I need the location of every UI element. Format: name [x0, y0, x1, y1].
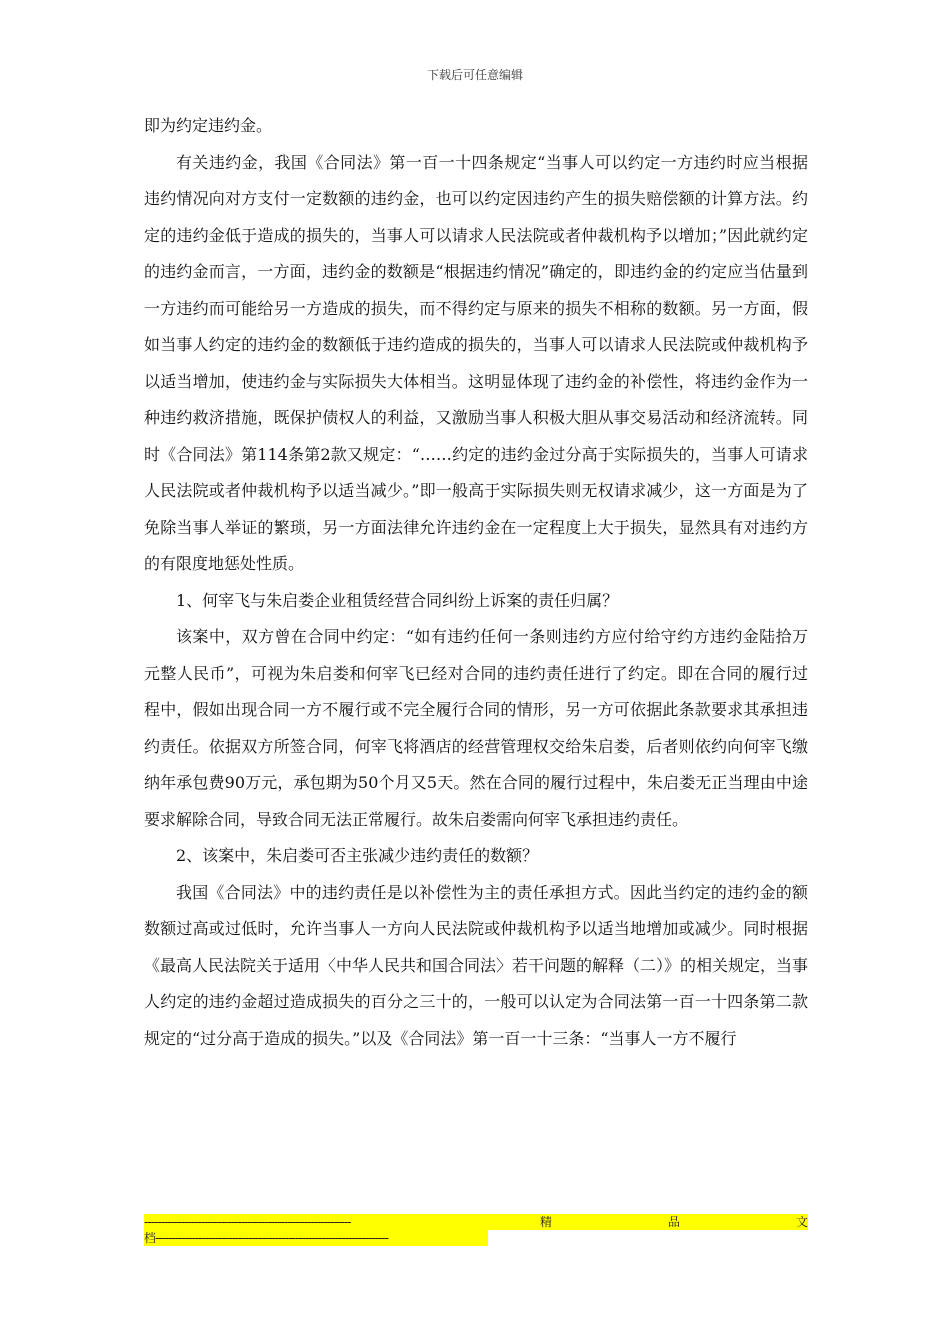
page-header: 下载后可任意编辑	[426, 68, 523, 82]
paragraph-continuation: 即为约定违约金。	[144, 116, 273, 135]
footer-dashes: --------------------------------------------------------------	[144, 1215, 351, 1229]
footer-char-2: 品	[667, 1215, 680, 1229]
footer-line-1	[144, 1214, 808, 1230]
footer-line-2: 档----------------------------------------------------------------------	[144, 1230, 488, 1246]
footer-char-1: 精	[539, 1215, 552, 1229]
paragraph-reduction: 我国《合同法》中的违约责任是以补偿性为主的责任承担方式。因此当约定的违约金的额数额过高或过低时，允许当事人一方向人民法院或仲裁机构予以适当地增加或减少。同时根据《最高人民法院关于适用〈中华人民共和国合同法〉若干问题的解释（二）》的相关规定，当事人约定的违约金超过造成损失的百分之三十的，一般可以认定为合同法第一百一十四条第二款规定的“过分高于造成的损失。”以及《合同法》第一百一十三条：“当事人一方不履行	[144, 882, 809, 1048]
page-footer	[144, 1214, 808, 1250]
document-body	[144, 108, 808, 1057]
paragraph-penalty-law: 有关违约金，我国《合同法》第一百一十四条规定“当事人可以约定一方违约时应当根据违约情况向对方支付一定数额的违约金，也可以约定因违约产生的损失赔偿额的计算方法。约定的违约金低于造成的损失的，当事人可以请求人民法院或者仲裁机构予以增加；”因此就约定的违约金而言，一方面，违约金的数额是“根据违约情况”确定的，即违约金的约定应当估量到一方违约而可能给另一方造成的损失，而不得约定与原来的损失不相称的数额。另一方面，假如当事人约定的违约金的数额低于违约造成的损失的，当事人可以请求人民法院或仲裁机构予以适当增加，使违约金与实际损失大体相当。这明显体现了违约金的补偿性，将违约金作为一种违约救济措施，既保护债权人的利益，又激励当事人积极大胆从事交易活动和经济流转。同时《合同法》第114条第2款又规定：“……约定的违约金过分高于实际损失的，当事人可请求人民法院或者仲裁机构予以适当减少。”即一般高于实际损失则无权请求减少，这一方面是为了免除当事人举证的繁琐，另一方面法律允许违约金在一定程度上大于损失，显然具有对违约方的有限度地惩处性质。	[144, 152, 808, 573]
paragraph-case-analysis: 该案中，双方曾在合同中约定：“如有违约任何一条则违约方应付给守约方违约金陆拾万元整人民币”，可视为朱启娄和何宰飞已经对合同的违约责任进行了约定。即在合同的履行过程中，假如出现合同一方不履行或不完全履行合同的情形，另一方可依据此条款要求其承担违约责任。依据双方所签合同，何宰飞将酒店的经营管理权交给朱启娄，后者则依约向何宰飞缴纳年承包费90万元，承包期为50个月又5天。然在合同的履行过程中，朱启娄无正当理由中途要求解除合同，导致合同无法正常履行。故朱启娄需向何宰飞承担违约责任。	[144, 627, 808, 829]
heading-question-2: 2、该案中，朱启娄可否主张减少违约责任的数额？	[176, 846, 539, 865]
footer-char-3: 文	[795, 1215, 808, 1229]
heading-question-1: 1、何宰飞与朱启娄企业租赁经营合同纠纷上诉案的责任归属？	[176, 590, 619, 610]
